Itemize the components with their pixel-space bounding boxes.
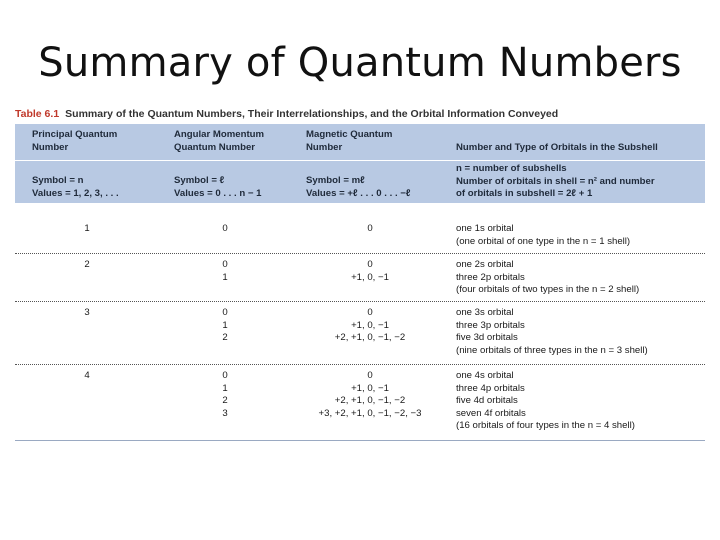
orbital-info: one 2s orbital three 2p orbitals (four orbitals of two types in the n = 2 shell) [456,259,640,295]
ml-values: 0 +1, 0, −1 [351,259,389,283]
l-values: 0 1 [222,259,228,283]
table-bottom-rule [15,440,705,441]
table-row [15,203,705,253]
orbital-info: one 4s orbital three 4p orbitals five 4d orbitals seven 4f orbitals (16 orbitals of four types in the n = 4 shell) [456,370,635,431]
quantum-numbers-table [15,124,705,440]
l-values: 0 1 2 3 [222,370,228,419]
table-caption [15,106,705,122]
n-value: 4 [84,370,90,381]
l-values: 0 [222,223,228,234]
table-row [15,302,705,363]
header-row-symbols [15,161,705,203]
table-caption-text: Summary of the Quantum Numbers, Their Interrelationships, and the Orbital Information Conveyed [65,108,559,120]
header-principal: Principal Quantum Number [32,129,118,153]
n-value: 1 [84,223,90,234]
ml-values: 0 +1, 0, −1 +2, +1, 0, −1, −2 +3, +2, +1, 0, −1, −2, −3 [318,370,422,419]
l-values: 0 1 2 [222,307,228,343]
orbital-info: one 3s orbital three 3p orbitals five 3d orbitals (nine orbitals of three types in the n = 3 shell) [456,307,648,356]
ml-values: 0 +1, 0, −1 +2, +1, 0, −1, −2 [334,307,406,343]
ml-values: 0 [367,223,373,234]
orbital-info: one 1s orbital (one orbital of one type in the n = 1 shell) [456,223,631,247]
slide-title: Summary of Quantum Numbers [38,40,682,86]
table-row [15,365,705,440]
symbol-angular: Symbol = ℓ Values = 0 . . . n − 1 [174,175,262,199]
header-row-names [15,124,705,160]
table-number: Table 6.1 [15,108,60,120]
n-value: 2 [84,259,90,270]
header-orbitals: Number and Type of Orbitals in the Subshell [456,141,658,153]
n-value: 3 [84,307,90,318]
table-row [15,254,705,300]
header-angular: Angular Momentum Quantum Number [174,129,265,153]
symbol-orbitals: n = number of subshells Number of orbitals in shell = n² and number of orbitals in subshell = 2ℓ + 1 [456,163,655,199]
symbol-principal: Symbol = n Values = 1, 2, 3, . . . [32,175,119,199]
header-magnetic: Magnetic Quantum Number [306,129,393,153]
symbol-magnetic: Symbol = mℓ Values = +ℓ . . . 0 . . . −ℓ [306,175,411,199]
